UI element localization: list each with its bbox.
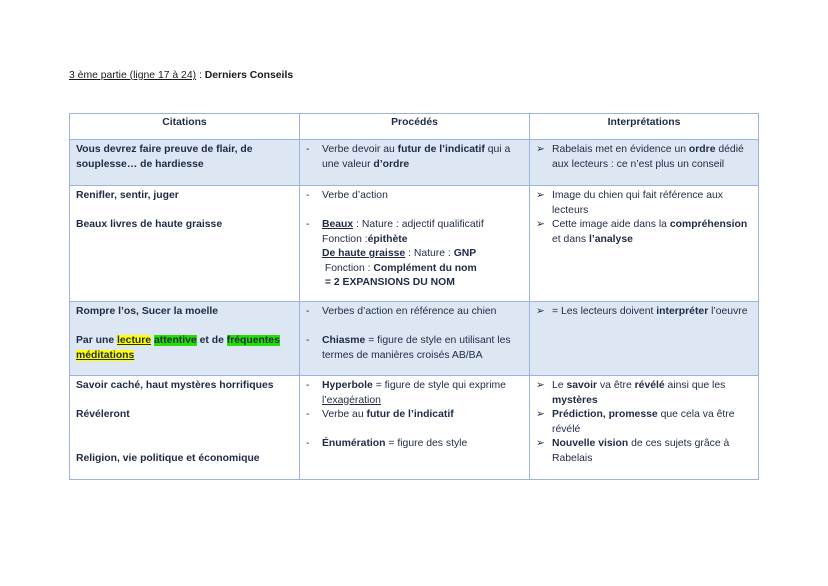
- bold-text: interpréter: [656, 306, 709, 317]
- text: ainsi que les: [664, 380, 726, 391]
- arrow-bullet-icon: ➢: [536, 409, 545, 420]
- heading-title: Derniers Conseils: [204, 70, 294, 81]
- bold-text: GNP: [453, 248, 477, 259]
- bold-text: Complément du nom: [373, 262, 477, 274]
- text: qui a une valeur: [322, 144, 511, 170]
- heading-sep: :: [196, 70, 205, 81]
- cell-procedes: [300, 140, 530, 186]
- bold-text: d’ordre: [373, 158, 410, 170]
- list-item: [536, 437, 752, 466]
- bold-text: = 2 EXPANSIONS DU NOM: [324, 277, 455, 288]
- table-row: [70, 140, 759, 186]
- arrow-bullet-icon: ➢: [536, 219, 545, 230]
- list-item: [306, 437, 523, 452]
- text: Rabelais met en évidence un: [552, 144, 689, 155]
- text: va être: [597, 380, 635, 391]
- page-heading: [69, 70, 293, 81]
- text: Fonction :: [322, 233, 368, 245]
- list-item: [306, 189, 523, 204]
- list-item: [306, 218, 523, 291]
- text: = figure des style: [385, 438, 468, 449]
- arrow-bullet-icon: ➢: [536, 306, 545, 317]
- dash-bullet: -: [306, 190, 310, 201]
- table-row: [70, 376, 759, 480]
- bold-text: futur de l’indicatif: [366, 409, 454, 420]
- citation-text: Savoir caché, haut mystères horrifiques: [76, 380, 274, 391]
- cell-procedes: [300, 376, 530, 480]
- bold-text: ordre: [688, 144, 716, 155]
- dash-bullet: -: [306, 219, 310, 230]
- bold-text: Prédiction, promesse: [552, 409, 658, 420]
- list-item: [306, 143, 523, 172]
- bold-text: Chiasme: [322, 335, 366, 346]
- highlighted-text: attentive: [153, 335, 197, 346]
- highlighted-text: méditations: [76, 349, 135, 361]
- text: Verbe au: [322, 409, 367, 420]
- table-row: [70, 302, 759, 376]
- arrow-bullet-icon: ➢: [536, 144, 545, 155]
- list-item: [536, 379, 752, 408]
- citation-text: [76, 334, 293, 363]
- arrow-bullet-icon: ➢: [536, 190, 545, 201]
- cell-interpretations: [530, 186, 759, 302]
- bold-text: épithète: [367, 233, 408, 245]
- list-item: [536, 143, 752, 172]
- text: = figure de style en utilisant les termes de manières croisés AB/BA: [322, 335, 511, 361]
- text: et dans: [552, 233, 589, 245]
- text: Cette image aide dans la: [552, 219, 670, 230]
- analysis-table: [69, 113, 759, 480]
- bold-underlined-text: Beaux: [322, 219, 354, 230]
- header-citations: Citations: [70, 114, 300, 140]
- bold-text: Nouvelle vision: [552, 438, 629, 449]
- table-header-row: [70, 114, 759, 140]
- table-row: [70, 186, 759, 302]
- text: de ces sujets grâce à Rabelais: [552, 438, 730, 464]
- text: Fonction :: [324, 262, 374, 274]
- header-procedes: Procédés: [300, 114, 530, 140]
- heading-part: 3 ème partie (ligne 17 à 24): [69, 70, 197, 81]
- citation-text: Vous devrez faire preuve de flair, de souplesse… de hardiesse: [76, 144, 253, 170]
- text: Verbe devoir au: [322, 144, 398, 155]
- cell-interpretations: [530, 376, 759, 480]
- list-item: [536, 189, 752, 218]
- cell-citations: [70, 376, 300, 480]
- text: Le: [552, 380, 567, 391]
- text: que cela va être révélé: [552, 409, 735, 435]
- text: = Les lecteurs doivent: [552, 306, 657, 317]
- text: dédié aux lecteurs : ce n’est plus un conseil: [552, 144, 744, 170]
- cell-procedes: [300, 302, 530, 376]
- cell-interpretations: [530, 302, 759, 376]
- dash-bullet: -: [306, 144, 310, 155]
- bold-text: révélé: [634, 380, 665, 391]
- bold-text: compréhension: [669, 219, 748, 230]
- bold-underlined-text: De haute graisse: [322, 248, 406, 259]
- list-item: [306, 408, 523, 423]
- text: Par une: [76, 335, 117, 346]
- cell-citations: [70, 186, 300, 302]
- cell-interpretations: [530, 140, 759, 186]
- list-item: [536, 408, 752, 437]
- arrow-bullet-icon: ➢: [536, 380, 545, 391]
- bold-text: mystères: [552, 394, 598, 406]
- bold-text: savoir: [566, 380, 598, 391]
- dash-bullet: -: [306, 409, 310, 420]
- cell-citations: [70, 140, 300, 186]
- citation-text: Renifler, sentir, juger: [76, 190, 179, 201]
- list-item: [306, 305, 523, 320]
- text: Verbe d’action: [322, 190, 388, 201]
- list-item: [536, 218, 752, 247]
- citation-text: Religion, vie politique et économique: [76, 452, 260, 464]
- dash-bullet: -: [306, 380, 310, 391]
- highlighted-text: lecture: [117, 335, 152, 346]
- text: : Nature : adjectif qualificatif: [353, 219, 484, 230]
- text: = figure de style qui exprime: [372, 380, 506, 391]
- bold-text: Énumération: [322, 438, 386, 449]
- citation-text: Beaux livres de haute graisse: [76, 219, 223, 230]
- arrow-bullet-icon: ➢: [536, 438, 545, 449]
- bold-text: l’analyse: [588, 233, 633, 245]
- dash-bullet: -: [306, 438, 310, 449]
- text: Image du chien qui fait référence aux lecteurs: [552, 190, 723, 216]
- list-item: [306, 334, 523, 363]
- list-item: [306, 379, 523, 408]
- underlined-text: l’exagération: [322, 394, 381, 406]
- text: : Nature :: [405, 248, 454, 259]
- bold-text: Hyperbole: [322, 380, 373, 391]
- text: Verbes d’action en référence au chien: [322, 306, 497, 317]
- cell-procedes: [300, 186, 530, 302]
- highlighted-text: fréquentes: [226, 335, 280, 346]
- header-interpretations: Interprétations: [530, 114, 759, 140]
- text: et de: [196, 335, 227, 346]
- citation-text: Rompre l’os, Sucer la moelle: [76, 306, 219, 317]
- text: l’oeuvre: [708, 306, 748, 317]
- list-item: [536, 305, 752, 320]
- dash-bullet: -: [306, 306, 310, 317]
- cell-citations: [70, 302, 300, 376]
- citation-text: Révéleront: [76, 409, 130, 420]
- bold-text: futur de l’indicatif: [397, 144, 485, 155]
- dash-bullet: -: [306, 335, 310, 346]
